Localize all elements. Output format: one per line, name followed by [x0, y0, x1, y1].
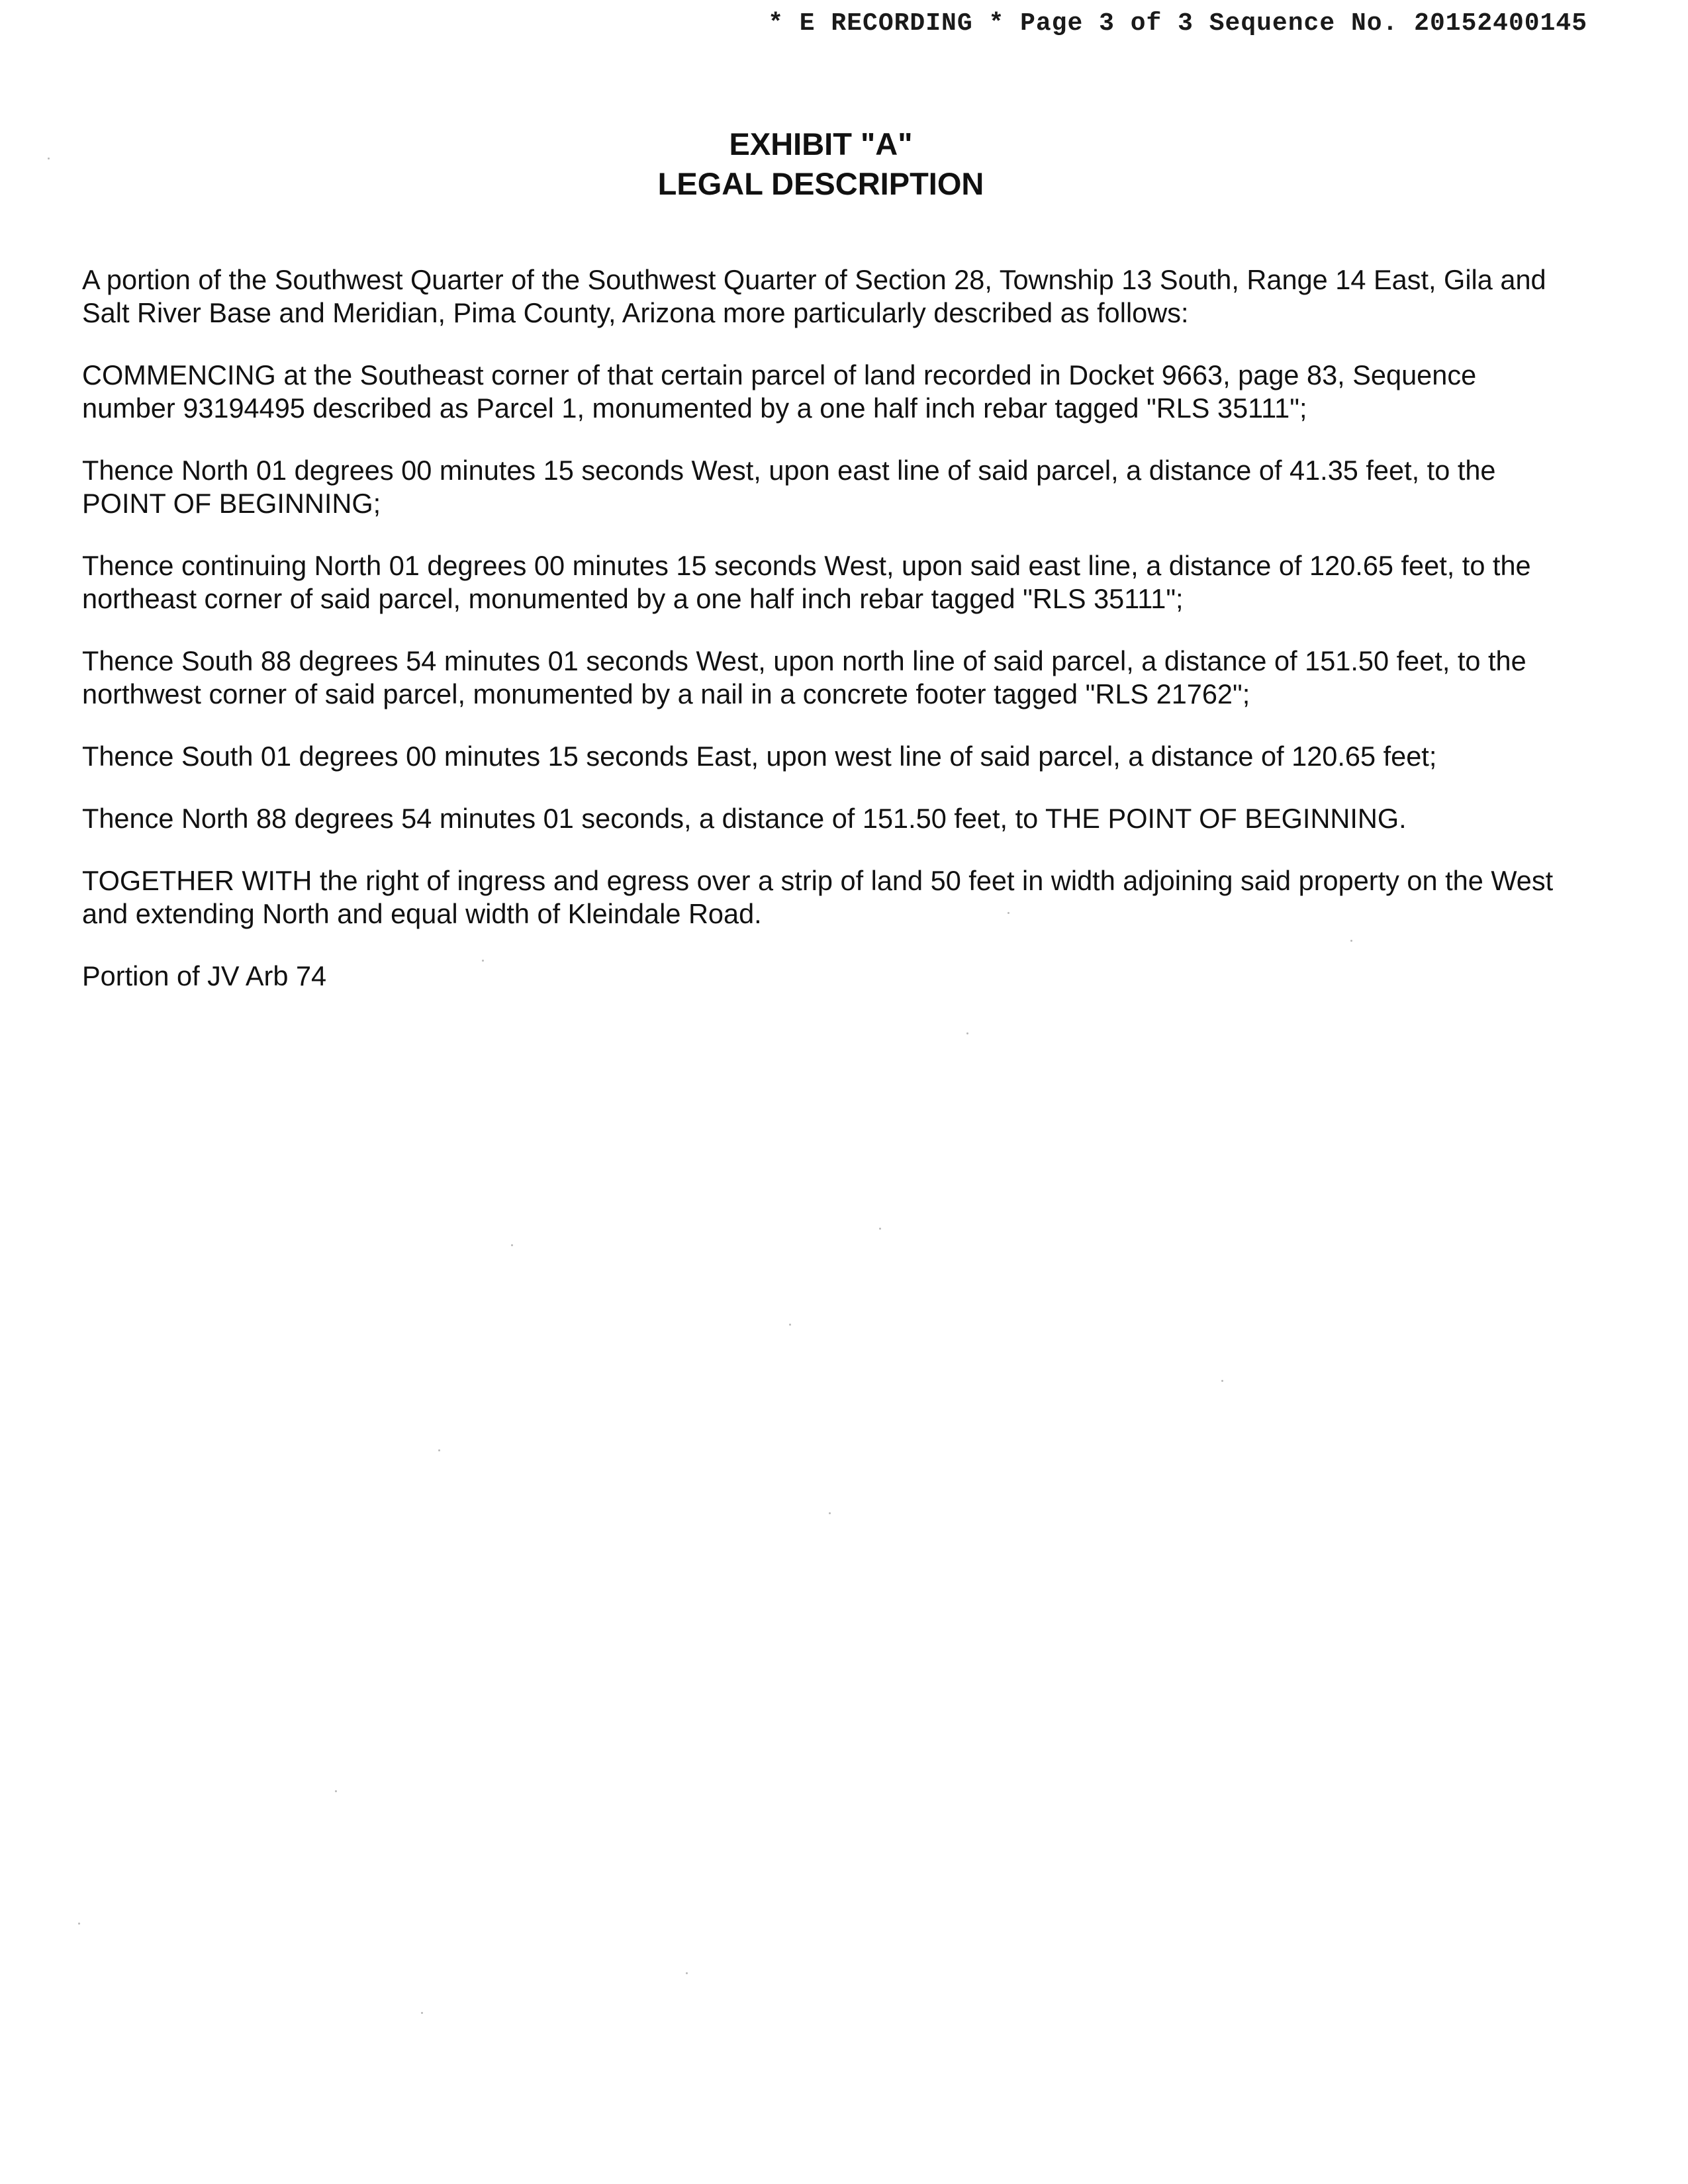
legal-description-heading: LEGAL DESCRIPTION [657, 166, 984, 201]
exhibit-heading: EXHIBIT "A" [729, 126, 913, 161]
scan-speck [1008, 912, 1009, 914]
scan-speck [48, 158, 50, 159]
scan-speck [789, 1324, 791, 1326]
paragraph-intro: A portion of the Southwest Quarter of the Southwest Quarter of Section 28, Township 13 South, Range 14 East, Gila and Salt River Base and Meridian, Pima County, Arizona more particularly described as follows: [82, 264, 1546, 328]
paragraph-easement: TOGETHER WITH the right of ingress and egress over a strip of land 50 feet in width adjoining said property on the West and extending North and equal width of Kleindale Road. [82, 865, 1554, 929]
scan-speck [78, 1923, 80, 1925]
recording-stamp: * E RECORDING * Page 3 of 3 Sequence No. 20152400145 [768, 9, 1587, 38]
paragraph-course-4: Thence South 01 degrees 00 minutes 15 seconds East, upon west line of said parcel, a distance of 120.65 feet; [82, 741, 1437, 772]
scan-speck [686, 1972, 688, 1974]
scan-speck [1221, 1380, 1223, 1382]
paragraph-course-1: Thence North 01 degrees 00 minutes 15 seconds West, upon east line of said parcel, a distance of 41.35 feet, to the POINT OF BEGINNING; [82, 455, 1496, 519]
paragraph-course-3: Thence South 88 degrees 54 minutes 01 seconds West, upon north line of said parcel, a distance of 151.50 feet, to the northwest corner of said parcel, monumented by a nail in a concrete footer tagged "RLS 21762"; [82, 645, 1526, 709]
legal-description-body [82, 263, 1565, 1022]
paragraph-course-2: Thence continuing North 01 degrees 00 minutes 15 seconds West, upon said east line, a distance of 120.65 feet, to the northeast corner of said parcel, monumented by a one half inch rebar tagged "RLS 35111"; [82, 550, 1531, 614]
scan-speck [335, 1790, 337, 1792]
scan-speck [511, 1244, 513, 1246]
scan-speck [829, 1512, 831, 1514]
paragraph-portion-note: Portion of JV Arb 74 [82, 960, 327, 991]
scan-speck [879, 1228, 881, 1230]
paragraph-course-5: Thence North 88 degrees 54 minutes 01 seconds, a distance of 151.50 feet, to THE POINT OF BEGINNING. [82, 803, 1407, 834]
scan-speck [421, 2012, 423, 2014]
exhibit-title [0, 124, 1642, 204]
scan-speck [482, 960, 484, 962]
scan-speck [438, 1449, 440, 1451]
scan-speck [1350, 940, 1352, 942]
scan-speck [966, 1032, 968, 1034]
paragraph-commencing: COMMENCING at the Southeast corner of that certain parcel of land recorded in Docket 9663, page 83, Sequence number 93194495 described as Parcel 1, monumented by a one half inch rebar tagged "RLS 35111"; [82, 359, 1477, 424]
